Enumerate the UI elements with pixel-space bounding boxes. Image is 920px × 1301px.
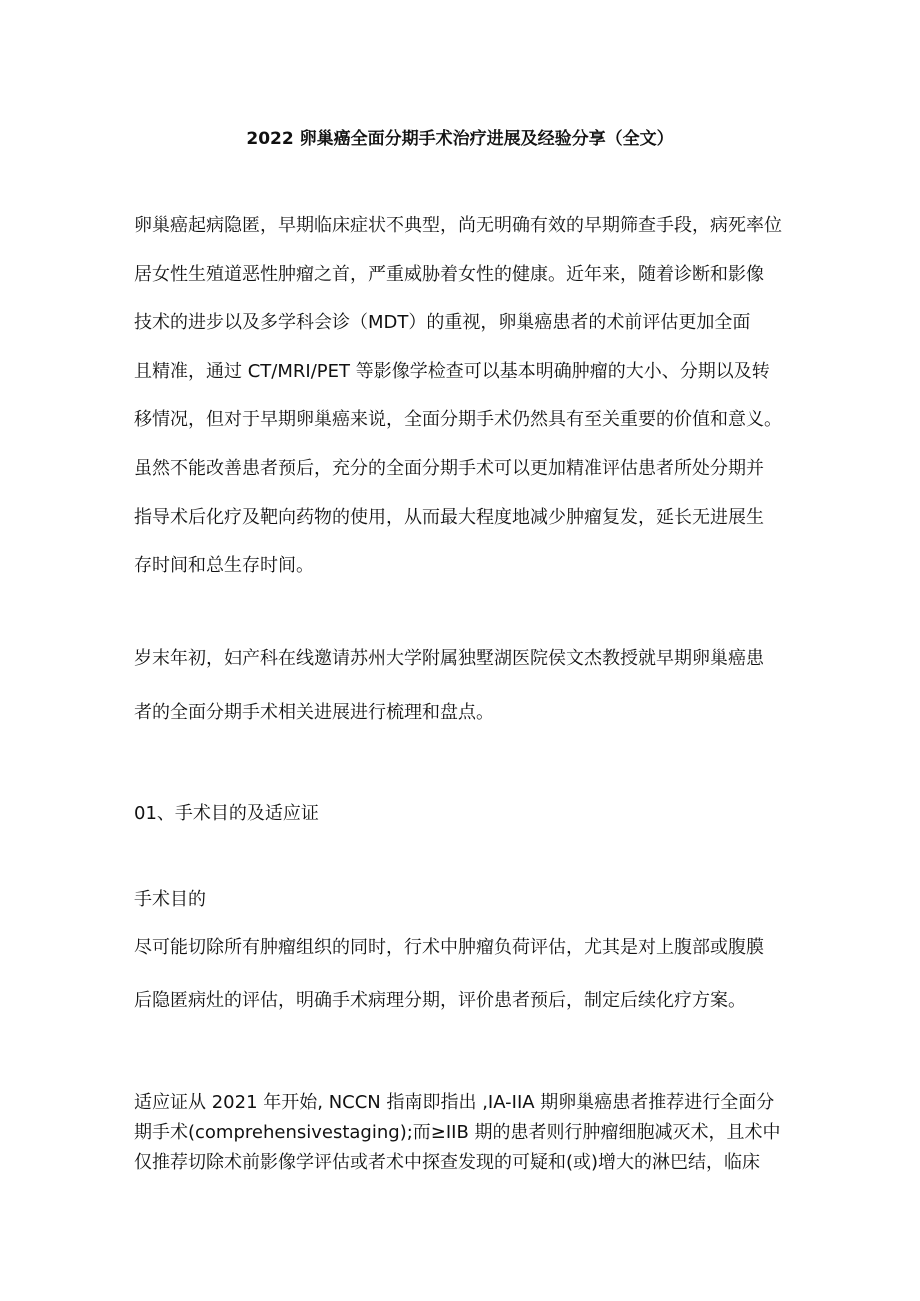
paragraph-line: 卵巢癌起病隐匿，早期临床症状不典型，尚无明确有效的早期筛查手段，病死率位 — [134, 215, 782, 236]
paragraph-line: 岁末年初，妇产科在线邀请苏州大学附属独墅湖医院侯文杰教授就早期卵巢癌患 — [134, 648, 764, 669]
context-paragraph — [134, 646, 814, 754]
paragraph-line: 居女性生殖道恶性肿瘤之首，严重威胁着女性的健康。近年来，随着诊断和影像 — [134, 263, 764, 285]
paragraph-line: 虽然不能改善患者预后，充分的全面分期手术可以更加精准评估患者所处分期并 — [134, 457, 764, 479]
paragraph-line: 后隐匿病灶的评估，明确手术病理分期，评价患者预后，制定后续化疗方案。 — [134, 990, 746, 1011]
paragraph-line: 移情况，但对于早期卵巢癌来说，全面分期手术仍然具有至关重要的价值和意义。 — [134, 409, 782, 431]
paragraph-line: 适应证从 2021 年开始, NCCN 指南即指出 ,IA-IIA 期卵巢癌患者推荐进行全面分 — [134, 1092, 775, 1113]
paragraph-line: 且精准，通过 CT/MRI/PET 等影像学检查可以基本明确肿瘤的大小、分期以及转 — [134, 360, 770, 382]
section-heading: 01、手术目的及适应证 — [134, 803, 319, 824]
paragraph-line: 技术的进步以及多学科会诊（MDT）的重视，卵巢癌患者的术前评估更加全面 — [134, 312, 751, 334]
paragraph-line: 者的全面分期手术相关进展进行梳理和盘点。 — [134, 702, 494, 723]
intro-paragraph — [134, 213, 814, 602]
document-title: 2022 卵巢癌全面分期手术治疗进展及经验分享（全文） — [246, 129, 674, 149]
paragraph-line: 期手术(comprehensivestaging);而≥IIB 期的患者则行肿瘤细胞减灭术，且术中 — [134, 1122, 781, 1143]
paragraph-line: 指导术后化疗及靶向药物的使用，从而最大程度地减少肿瘤复发，延长无进展生 — [134, 506, 764, 528]
purpose-paragraph — [134, 935, 814, 1041]
paragraph-line: 仅推荐切除术前影像学评估或者术中探查发现的可疑和(或)增大的淋巴结，临床 — [134, 1152, 761, 1173]
purpose-heading: 手术目的 — [134, 889, 206, 910]
paragraph-line: 存时间和总生存时间。 — [134, 555, 314, 577]
paragraph-line: 尽可能切除所有肿瘤组织的同时，行术中肿瘤负荷评估，尤其是对上腹部或腹膜 — [134, 937, 764, 958]
indication-paragraph — [134, 1090, 814, 1180]
